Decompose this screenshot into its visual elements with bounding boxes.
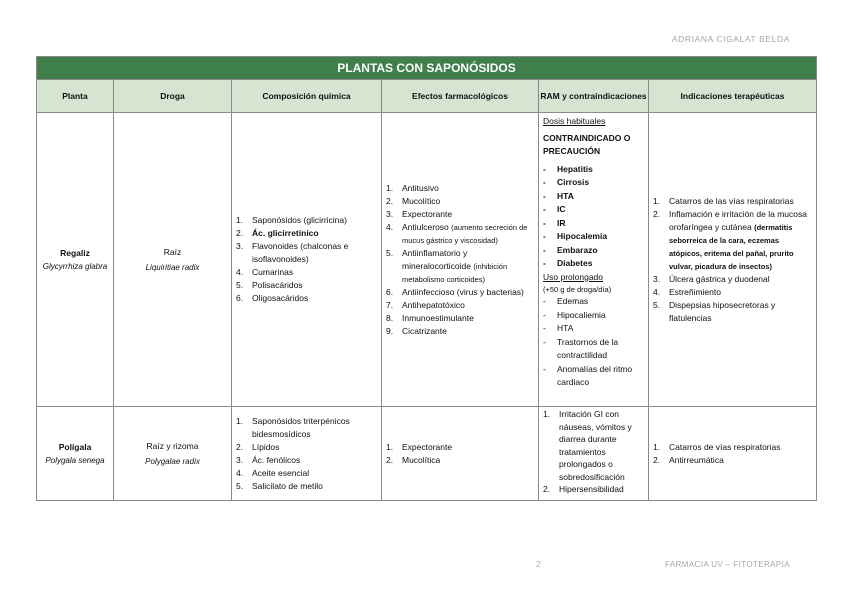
list-item: 1. Antitusivo (386, 182, 439, 193)
indications-cell (649, 113, 817, 407)
list-item: 5. Salicilato de metilo (236, 480, 323, 491)
indications-cell (649, 407, 817, 501)
plant-name: Regaliz (60, 247, 90, 258)
drug-cell (114, 113, 232, 407)
list-item: 2. Ác. glicirretínico (236, 228, 319, 238)
col-header-composicion: Composición química (232, 80, 382, 113)
plant-name: Polígala (58, 441, 92, 452)
prolongado-label: Uso prolongado (543, 271, 604, 282)
composition-list (236, 415, 377, 493)
plant-scientific-name: Polygala senega (45, 455, 105, 465)
indications-list (653, 195, 812, 325)
footer-page-number: 2 (536, 560, 541, 569)
list-item: - IC (543, 204, 566, 214)
plant-cell (37, 407, 114, 501)
list-item: 4. Estreñimiento (653, 286, 721, 297)
list-item: 2. Inflamación e irritación de la mucosa orofaríngea y cutánea (dermatitis seborreica de la cara, eczemas atópicos, eritema del pañal, prurito vulvar, picadura de insectos) (653, 208, 807, 271)
list-item: 2. Antirreumática (653, 454, 724, 465)
list-item: 9. Cicatrizante (386, 325, 447, 336)
list-item: 1. Catarros de vías respiratorias (653, 441, 781, 452)
header-author: ADRIANA CIGALAT BELDA (671, 34, 790, 44)
list-item: 4. Cumarinas (236, 267, 294, 277)
table-row-regaliz (37, 113, 817, 407)
list-item: 2. Mucolítica (386, 454, 441, 465)
list-item: - Embarazo (543, 244, 598, 255)
list-item: 5. Antiinflamatorio y mineralocorticoide (inhibición metabolismo corticoides) (386, 247, 508, 284)
drug-scientific-name: Liquiritiae radix (145, 262, 200, 272)
list-item: - IR (543, 217, 566, 228)
table-row-poligala (37, 407, 817, 501)
list-item: 4. Antiulceroso (aumento secreción de mucus gástrico y viscosidad) (386, 221, 528, 245)
contra-label: CONTRAINDICADO O PRECAUCIÓN (543, 132, 631, 156)
list-item: 2. Lípidos (236, 441, 280, 452)
plant-cell (37, 113, 114, 407)
list-item: - Diabetes (543, 258, 593, 268)
drug-scientific-name: Polygalae radix (145, 456, 200, 466)
effects-cell (382, 113, 539, 407)
column-header-row (37, 80, 817, 113)
col-header-planta: Planta (37, 80, 114, 113)
col-header-efectos: Efectos farmacológicos (382, 80, 539, 113)
composition-cell (232, 113, 382, 407)
ram-cell (539, 113, 649, 407)
list-item: 6. Antiinfeccioso (virus y bacterias) (386, 286, 524, 297)
list-item: 8. Inmunoestimulante (386, 312, 474, 323)
ram-cell (539, 407, 649, 501)
list-item: 2. Hipersensibilidad (543, 484, 624, 494)
effects-list (386, 182, 534, 338)
indications-list (653, 441, 812, 467)
drug-name: Raíz (163, 246, 182, 257)
drug-name: Raíz y rizoma (146, 440, 199, 451)
ram-list (543, 408, 644, 496)
drug-cell (114, 407, 232, 501)
composition-list (236, 214, 377, 305)
list-item: 1. Saponósidos (glicirricina) (236, 215, 347, 225)
saponosidos-table (36, 56, 817, 501)
effects-list (386, 441, 534, 467)
list-item: - Trastornos de la contractilidad (543, 336, 619, 360)
col-header-indicaciones: Indicaciones terapéuticas (649, 80, 817, 113)
list-item: 5. Polisacáridos (236, 280, 303, 290)
list-item: 3. Flavonoides (chalconas e isoflavonoides) (236, 241, 349, 264)
table-title: PLANTAS CON SAPONÓSIDOS (37, 57, 817, 80)
list-item: - Hipocaliemia (543, 309, 606, 320)
list-item: - Cirrosis (543, 177, 590, 187)
plant-scientific-name: Glycyrrhiza glabra (42, 261, 108, 271)
dosis-label: Dosis habituales (543, 116, 606, 126)
list-item: 7. Antihepatotóxico (386, 299, 465, 310)
list-item: 3. Expectorante (386, 208, 453, 219)
list-item: 1. Saponósidos triterpénicos bidesmosídicos (236, 415, 350, 439)
list-item: 1. Irritación GI con náuseas, vómitos y diarrea durante tratamientos prolongados o sobredosificación (543, 409, 632, 482)
list-item: - HTA (543, 323, 574, 333)
list-item: 3. Úlcera gástrica y duodenal (653, 273, 770, 284)
list-item: 3. Ác. fenólicos (236, 454, 301, 465)
list-item: 2. Mucolítico (386, 195, 441, 206)
footer-course: FARMACIA UV – FITOTERAPIA (665, 560, 790, 569)
composition-cell (232, 407, 382, 501)
col-header-ram: RAM y contraindicaciones (539, 80, 649, 113)
list-item: 5. Dispepsias hiposecretoras y flatulencias (653, 299, 776, 323)
list-item: - Anomalías del ritmo cardiaco (543, 363, 633, 387)
list-item: - Hepatitis (543, 163, 593, 174)
list-item: - HTA (543, 190, 574, 201)
list-item: 1. Catarros de las vías respiratorias (653, 195, 794, 206)
prolongado-note: (+50 g de droga/día) (543, 285, 612, 294)
list-item: - Hipocalemia (543, 231, 608, 241)
contra-list (543, 163, 644, 271)
list-item: 1. Expectorante (386, 441, 453, 452)
effects-cell (382, 407, 539, 501)
list-item: 4. Aceite esencial (236, 467, 310, 478)
col-header-droga: Droga (114, 80, 232, 113)
prolongado-list (543, 295, 644, 390)
list-item: - Edemas (543, 296, 589, 306)
list-item: 6. Oligosacáridos (236, 293, 309, 303)
